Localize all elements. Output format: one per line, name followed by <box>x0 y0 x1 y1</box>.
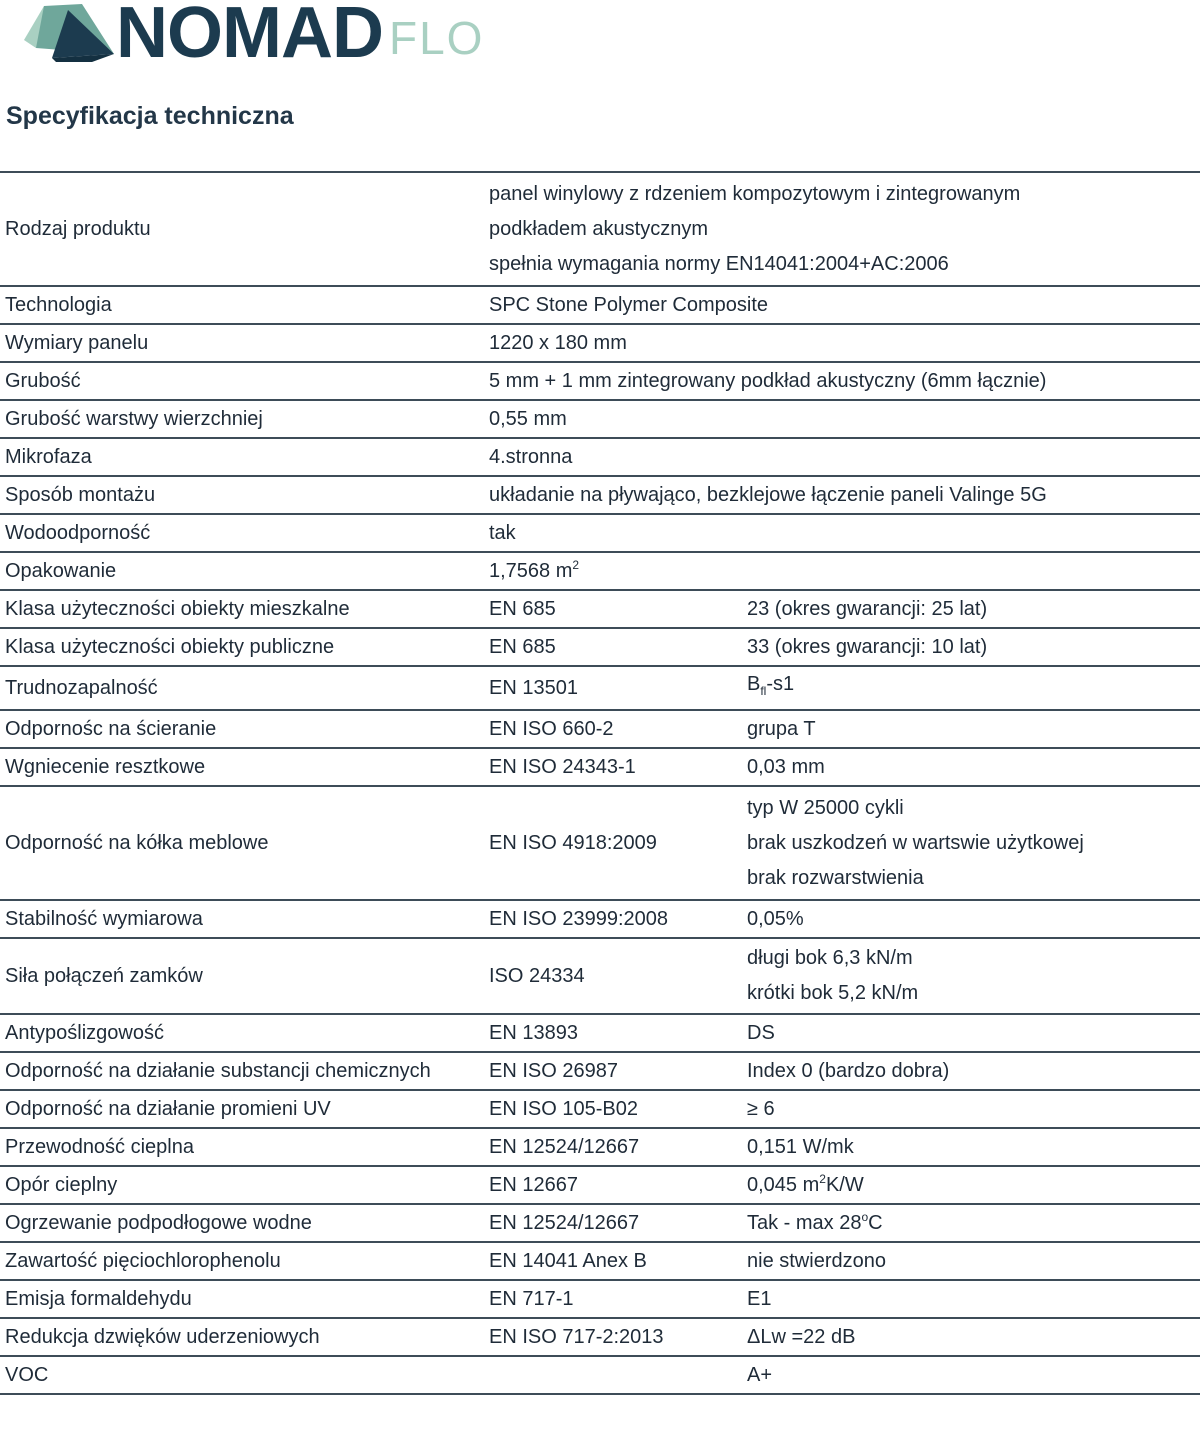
row-value-line: typ W 25000 cykli <box>747 796 904 819</box>
row-value: DS <box>742 1014 1200 1052</box>
table-row <box>0 666 1200 710</box>
table-row <box>0 286 1200 324</box>
row-value-line: brak uszkodzeń w wartswie użytkowej <box>747 831 1084 854</box>
row-label: Stabilność wymiarowa <box>0 900 484 938</box>
row-value <box>742 666 1200 710</box>
table-row <box>0 324 1200 362</box>
value-superscript: 2 <box>819 1171 826 1186</box>
table-row <box>0 438 1200 476</box>
row-value: Index 0 (bardzo dobra) <box>742 1052 1200 1090</box>
row-norm: EN ISO 23999:2008 <box>484 900 742 938</box>
value-text: 1,7568 m <box>489 559 573 582</box>
row-value: 4.stronna <box>484 438 1200 476</box>
row-label: Wgniecenie resztkowe <box>0 748 484 786</box>
row-label: Sposób montażu <box>0 476 484 514</box>
row-norm: EN ISO 660-2 <box>484 710 742 748</box>
table-row <box>0 1052 1200 1090</box>
row-label: Grubość warstwy wierzchniej <box>0 400 484 438</box>
row-value <box>742 786 1200 900</box>
table-row <box>0 1318 1200 1356</box>
table-row <box>0 590 1200 628</box>
row-label: Grubość <box>0 362 484 400</box>
row-norm: EN ISO 24343-1 <box>484 748 742 786</box>
row-label: Rodzaj produktu <box>0 172 484 286</box>
table-row <box>0 400 1200 438</box>
row-norm: EN 685 <box>484 628 742 666</box>
row-norm: EN 12524/12667 <box>484 1204 742 1242</box>
row-value: 0,03 mm <box>742 748 1200 786</box>
value-text-tail: K/W <box>825 1173 864 1196</box>
row-label: Wymiary panelu <box>0 324 484 362</box>
table-row <box>0 938 1200 1014</box>
row-value-line: długi bok 6,3 kN/m <box>747 947 913 969</box>
row-value-line: spełnia wymagania normy EN14041:2004+AC:2006 <box>489 252 949 275</box>
row-value <box>742 938 1200 1014</box>
row-norm: ISO 24334 <box>484 938 742 1014</box>
row-norm: EN 12667 <box>484 1166 742 1204</box>
row-value-line: brak rozwarstwienia <box>747 866 924 889</box>
row-label: Emisja formaldehydu <box>0 1280 484 1318</box>
table-row <box>0 362 1200 400</box>
table-row <box>0 172 1200 286</box>
row-value: E1 <box>742 1280 1200 1318</box>
value-text-tail: C <box>868 1211 883 1234</box>
row-label: Klasa użyteczności obiekty publiczne <box>0 628 484 666</box>
row-value: 33 (okres gwarancji: 10 lat) <box>742 628 1200 666</box>
row-value: 5 mm + 1 mm zintegrowany podkład akustyczny (6mm łącznie) <box>484 362 1200 400</box>
row-norm: EN ISO 4918:2009 <box>484 786 742 900</box>
row-label: Opakowanie <box>0 552 484 590</box>
row-value: grupa T <box>742 710 1200 748</box>
table-row <box>0 1166 1200 1204</box>
table-row <box>0 1014 1200 1052</box>
row-norm: EN ISO 105-B02 <box>484 1090 742 1128</box>
spec-table <box>0 171 1200 1395</box>
value-text-tail: -s1 <box>766 673 795 695</box>
table-row <box>0 1128 1200 1166</box>
row-label: Technologia <box>0 286 484 324</box>
row-label: Antypoślizgowość <box>0 1014 484 1052</box>
row-value-line: panel winylowy z rdzeniem kompozytowym i zintegrowanym <box>489 182 1021 205</box>
row-value: A+ <box>742 1356 1200 1394</box>
table-row <box>0 1090 1200 1128</box>
row-norm: EN 12524/12667 <box>484 1128 742 1166</box>
logo-wordmark: NOMAD <box>116 0 383 73</box>
value-text: Tak - max 28 <box>747 1211 862 1234</box>
table-row <box>0 514 1200 552</box>
row-value <box>742 1166 1200 1204</box>
row-norm: EN 685 <box>484 590 742 628</box>
table-row <box>0 1356 1200 1394</box>
row-label: Opór cieplny <box>0 1166 484 1204</box>
row-label: Odpornośc na ścieranie <box>0 710 484 748</box>
value-superscript: o <box>861 1209 869 1224</box>
table-row <box>0 552 1200 590</box>
row-label: Odporność na działanie promieni UV <box>0 1090 484 1128</box>
table-row <box>0 1242 1200 1280</box>
row-value <box>484 172 1200 286</box>
row-label: Przewodność cieplna <box>0 1128 484 1166</box>
row-norm: EN 13893 <box>484 1014 742 1052</box>
table-row <box>0 900 1200 938</box>
row-label: Siła połączeń zamków <box>0 938 484 1014</box>
row-norm: EN ISO 717-2:2013 <box>484 1318 742 1356</box>
row-norm: EN ISO 26987 <box>484 1052 742 1090</box>
row-norm: EN 14041 Anex B <box>484 1242 742 1280</box>
row-value: nie stwierdzono <box>742 1242 1200 1280</box>
value-subscript: fl <box>760 684 767 698</box>
row-label: Mikrofaza <box>0 438 484 476</box>
table-row <box>0 786 1200 900</box>
table-row <box>0 1280 1200 1318</box>
row-value-line: krótki bok 5,2 kN/m <box>747 982 919 1004</box>
table-row <box>0 476 1200 514</box>
logo-subtitle: FLO <box>388 12 485 64</box>
row-label: Redukcja dzwięków uderzeniowych <box>0 1318 484 1356</box>
row-value: 0,151 W/mk <box>742 1128 1200 1166</box>
row-value: 0,55 mm <box>484 400 1200 438</box>
mountain-logo-icon <box>22 0 114 62</box>
row-label: Ogrzewanie podpodłogowe wodne <box>0 1204 484 1242</box>
row-label: Trudnozapalność <box>0 666 484 710</box>
row-label: Wodoodporność <box>0 514 484 552</box>
table-row <box>0 628 1200 666</box>
row-value: 1220 x 180 mm <box>484 324 1200 362</box>
row-value: ΔLw =22 dB <box>742 1318 1200 1356</box>
row-value <box>742 1204 1200 1242</box>
row-norm: EN 717-1 <box>484 1280 742 1318</box>
row-value <box>484 552 1200 590</box>
row-label: Odporność na kółka meblowe <box>0 786 484 900</box>
row-value: tak <box>484 514 1200 552</box>
row-norm: EN 13501 <box>484 666 742 710</box>
value-superscript: 2 <box>572 557 580 572</box>
row-value-line: podkładem akustycznym <box>489 217 708 240</box>
table-row <box>0 710 1200 748</box>
row-value: SPC Stone Polymer Composite <box>484 286 1200 324</box>
row-norm <box>484 1356 742 1394</box>
row-label: Odporność na działanie substancji chemicznych <box>0 1052 484 1090</box>
row-value: ≥ 6 <box>742 1090 1200 1128</box>
value-text: 0,045 m <box>747 1173 820 1196</box>
row-value: układanie na pływająco, bezklejowe łączenie paneli Valinge 5G <box>484 476 1200 514</box>
value-text: B <box>747 673 761 695</box>
table-row <box>0 1204 1200 1242</box>
row-label: Klasa użyteczności obiekty mieszkalne <box>0 590 484 628</box>
row-label: VOC <box>0 1356 484 1394</box>
brand-logo <box>22 0 485 73</box>
page-title: Specyfikacja techniczna <box>6 102 294 130</box>
table-row <box>0 748 1200 786</box>
row-label: Zawartość pięciochlorophenolu <box>0 1242 484 1280</box>
row-value: 0,05% <box>742 900 1200 938</box>
row-value: 23 (okres gwarancji: 25 lat) <box>742 590 1200 628</box>
